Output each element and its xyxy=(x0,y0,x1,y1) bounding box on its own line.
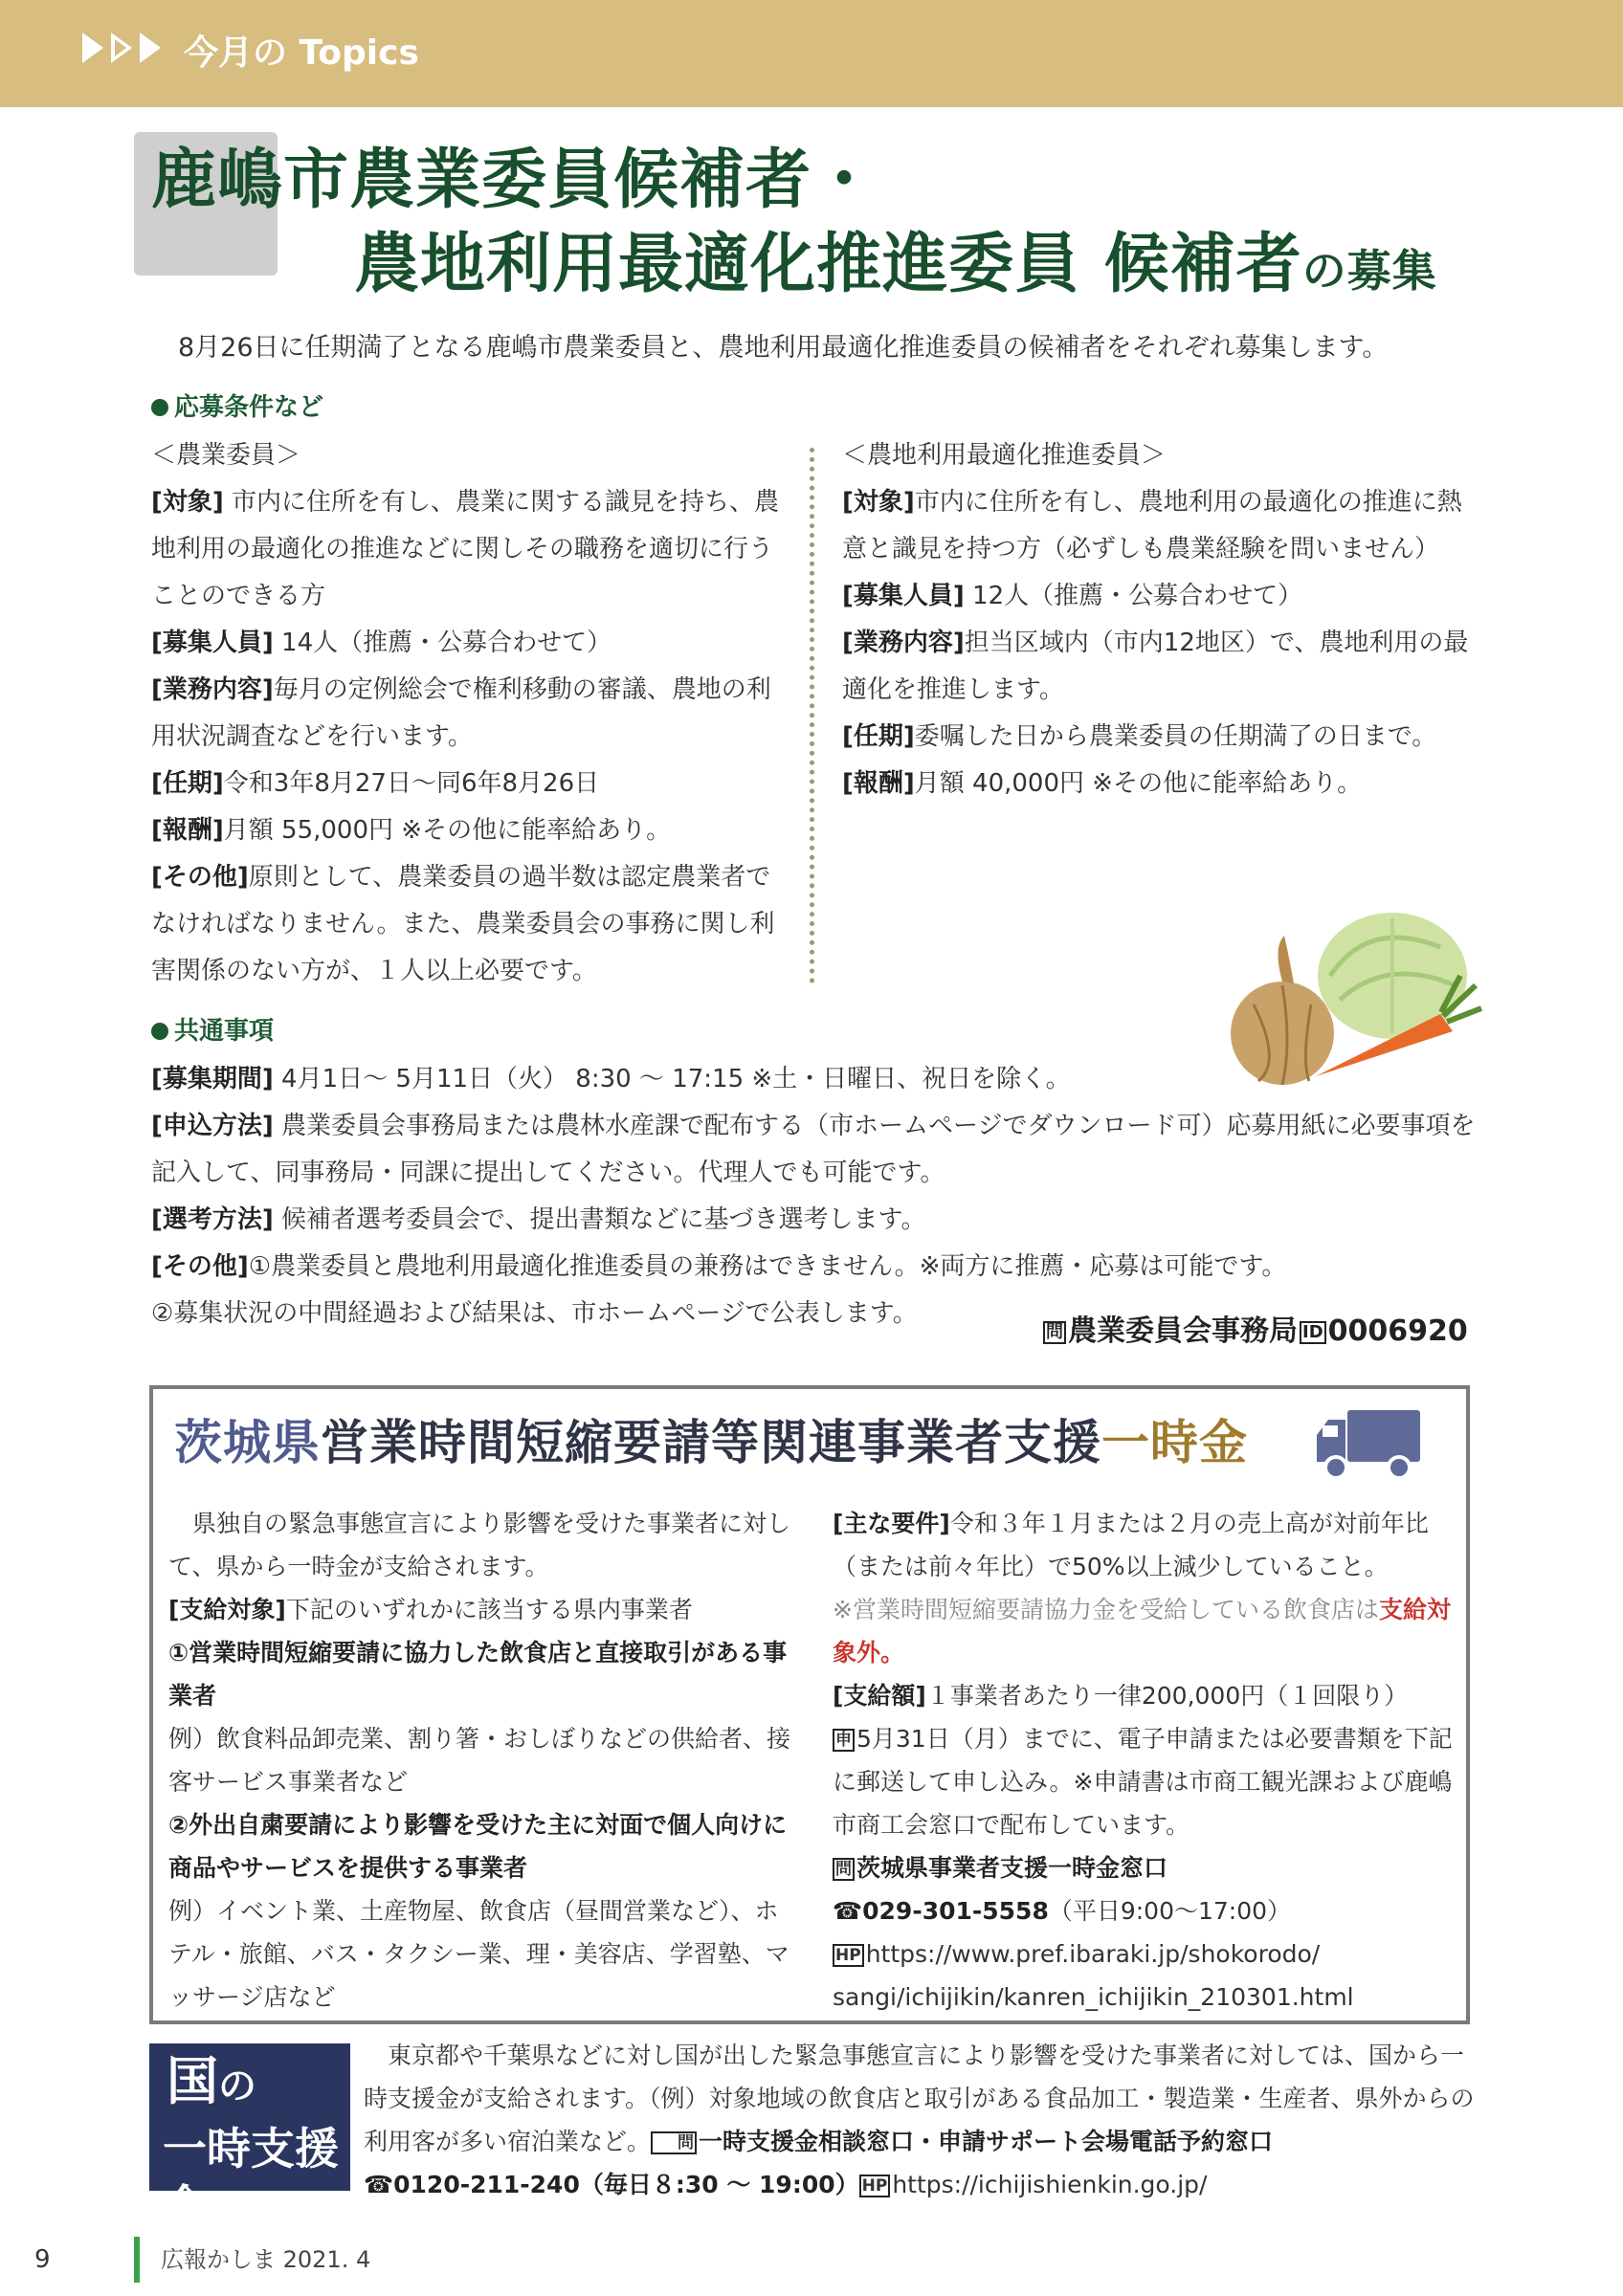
magazine-name: 広報かしま 2021. 4 xyxy=(161,2246,371,2273)
page-title-line1: 鹿嶋市農業委員候補者・ xyxy=(151,142,878,218)
bullet-icon xyxy=(151,1023,168,1040)
method-row: [申込方法] 農業委員会事務局または農林水産課で配布する（市ホームページでダウンロード可）応募用紙に必要事項を記入して、同事務局・同課に提出してください。代理人でも可能です。 xyxy=(151,1112,1476,1187)
contact-row: 問 茨城県事業者支援一時金窓口 xyxy=(833,1846,1455,1889)
other-row-2: ②募集状況の中間経過および結果は、市ホームページで公表します。 xyxy=(151,1299,918,1328)
prefecture-right-column xyxy=(833,1502,1455,2019)
selection-row: [選考方法] 候補者選考委員会で、提出書類などに基づき選考します。 xyxy=(151,1205,926,1234)
duty-row: [業務内容]毎月の定例総会で権利移動の審議、農地の利用状況調査などを行います。 xyxy=(151,675,771,751)
case2-title: ②外出自粛要請により影響を受けた主に対面で個人向けに商品やサービスを提供する事業者 xyxy=(168,1811,788,1882)
term-row: [任期]委嘱した日から農業委員の任期満了の日まで。 xyxy=(842,722,1437,751)
column-divider xyxy=(810,448,814,983)
bullet-icon xyxy=(151,399,168,416)
url-row-2[interactable]: sangi/ichijikin/kanren_ichijikin_210301.html xyxy=(833,1983,1354,2011)
footer-divider xyxy=(134,2237,140,2283)
target-row: [対象]市内に住所を有し、農地利用の最適化の推進に熱意と識見を持つ方（必ずしも農業経験を問いません） xyxy=(842,488,1462,563)
national-support-badge: 国の 一時支援金 xyxy=(149,2043,350,2191)
other-row-1: [その他]①農業委員と農地利用最適化推進委員の兼務はできません。※両方に推薦・応募は可能です。 xyxy=(151,1252,1287,1281)
title-main: 農地利用最適化推進委員 候補者 xyxy=(354,226,1302,302)
inquiry-icon: 問 xyxy=(1043,1321,1066,1344)
url-row-1[interactable]: HP https://www.pref.ibaraki.jp/shokorodo/ xyxy=(833,1932,1455,1976)
promotion-committee-column xyxy=(842,432,1485,807)
pay-row: [報酬]月額 55,000円 ※その他に能率給あり。 xyxy=(151,816,672,845)
apply-row: 申 5月31日（月）までに、電子申請または必要書類を下記に郵送して申し込み。※申請書は市商工観光課および鹿嶋市商工会窓口で配布しています。 xyxy=(833,1725,1453,1839)
prefecture-intro: 県独自の緊急事態宣言により影響を受けた事業者に対して、県から一時金が支給されます。 xyxy=(168,1510,791,1580)
farm-committee-heading: ＜農業委員＞ xyxy=(151,441,301,470)
national-tel-row: ☎0120-211-240（毎日８:30 ～ 19:00） HP https://ichijishienkin.go.jp/ xyxy=(364,2171,1208,2198)
count-row: [募集人員] 14人（推薦・公募合わせて） xyxy=(151,629,612,657)
requirement-row: [主な要件]令和３年１月または２月の売上高が対前年比（または前々年比）で50%以上減少していること。 xyxy=(833,1510,1429,1580)
farm-committee-column xyxy=(151,432,794,995)
header-label: 今月の Topics xyxy=(184,33,419,73)
common-heading: 共通事項 xyxy=(151,1014,274,1049)
national-support-text: 東京都や千葉県などに対し国が出した緊急事態宣言により影響を受けた事業者に対しては、国から一時支援金が支給されます。（例）対象地域の飲食店と取引がある食品加工・製造業・生産者、県外からの利用客が多い宿泊業など。 問 一時支援金相談窓口・申請サポート会場電話予約窓口 ☎0120-211-240（毎日８:30 ～ 19:00） HP https://ichijishienkin.go.jp/ xyxy=(364,2034,1483,2206)
case1-title: ①営業時間短縮要請に協力した飲食店と直接取引がある事業者 xyxy=(168,1639,788,1710)
pay-row: [報酬]月額 40,000円 ※その他に能率給あり。 xyxy=(842,769,1363,798)
term-row: [任期]令和3年8月27日～同6年8月26日 xyxy=(151,769,600,798)
national-url[interactable]: https://ichijishienkin.go.jp/ xyxy=(892,2171,1208,2198)
header-arrows-icon xyxy=(82,33,161,63)
amount-row: [支給額]１事業者あたり一律200,000円（１回限り） xyxy=(833,1682,1409,1710)
target-row: [支給対象]下記のいずれかに該当する県内事業者 xyxy=(168,1596,693,1623)
count-row: [募集人員] 12人（推薦・公募合わせて） xyxy=(842,582,1303,610)
case1-example: 例）飲食料品卸売業、割り箸・おしぼりなどの供給者、接客サービス事業者など xyxy=(168,1725,791,1796)
title-suffix: の募集 xyxy=(1301,245,1437,297)
conditions-heading: 応募条件など xyxy=(151,390,323,425)
exclusion-note: ※営業時間短縮要請協力金を受給している飲食店は支給対象外。 xyxy=(833,1596,1451,1667)
case2-example: 例）イベント業、土産物屋、飲食店（昼間営業など）、ホテル・旅館、バス・タクシー業、理・美容店、学習塾、マッサージ店など xyxy=(168,1897,789,2011)
other-row: [その他]原則として、農業委員の過半数は認定農業者でなければなりません。また、農業委員会の事務に関し利害関係のない方が、１人以上必要です。 xyxy=(151,863,775,985)
apply-icon: 申 xyxy=(833,1729,855,1752)
page-title-line2 xyxy=(354,226,1437,309)
target-row: [対象] 市内に住所を有し、農業に関する識見を持ち、農地利用の最適化の推進などに関しその職務を適切に行うことのできる方 xyxy=(151,488,780,610)
prefecture-support-title: 茨城県営業時間短縮要請等関連事業者支援一時金 xyxy=(174,1415,1248,1470)
id-icon: ID xyxy=(1300,1321,1326,1344)
inquiry-icon: 問 xyxy=(833,1858,855,1881)
homepage-icon: HP xyxy=(859,2175,891,2197)
cabbage-icon xyxy=(1318,913,1467,1039)
homepage-icon: HP xyxy=(833,1944,864,1967)
duty-row: [業務内容]担当区域内（市内12地区）で、農地利用の最適化を推進します。 xyxy=(842,629,1469,704)
inquiry-icon: 問 xyxy=(651,2131,697,2154)
prefecture-left-column xyxy=(168,1502,800,2019)
truck-icon xyxy=(1315,1406,1422,1483)
common-section xyxy=(151,1056,1491,1337)
phone-icon: ☎ xyxy=(833,1897,863,1925)
tel-row: ☎029-301-5558（平日9:00～17:00） xyxy=(833,1897,1292,1925)
intro-text: 8月26日に任期満了となる鹿嶋市農業委員と、農地利用最適化推進委員の候補者をそれぞれ募集します。 xyxy=(178,333,1389,363)
promotion-committee-heading: ＜農地利用最適化推進委員＞ xyxy=(842,441,1167,470)
phone-icon: ☎ xyxy=(364,2171,394,2198)
period-row: [募集期間] 4月1日～ 5月11日（火） 8:30 ～ 17:15 ※土・日曜日、祝日を除く。 xyxy=(151,1065,1071,1093)
farm-committee-contact: 問 農業委員会事務局 ID 0006920 xyxy=(1041,1313,1468,1351)
page-number: 9 xyxy=(34,2245,51,2274)
